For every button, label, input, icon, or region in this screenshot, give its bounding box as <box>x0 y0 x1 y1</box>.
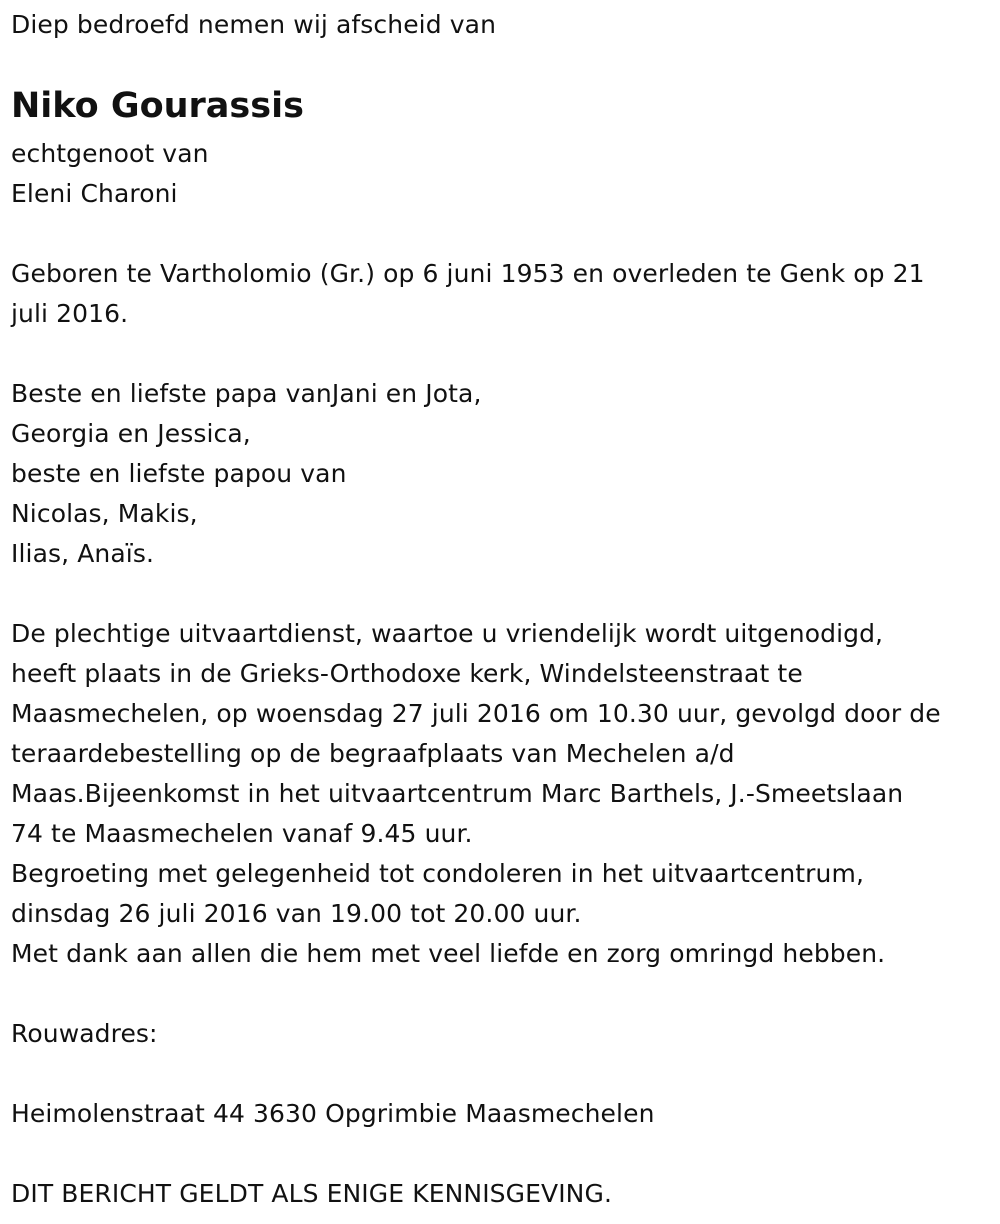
spouse-relation: echtgenoot van <box>11 139 209 168</box>
address-label: Rouwadres: <box>11 1019 158 1048</box>
family-block <box>11 374 482 574</box>
birth-death-block <box>11 254 925 334</box>
family-line: Georgia en Jessica, <box>11 419 251 448</box>
intro-text: Diep bedroefd nemen wij afscheid van <box>11 10 497 39</box>
service-line: De plechtige uitvaartdienst, waartoe u vriendelijk wordt uitgenodigd, <box>11 619 884 648</box>
family-line: Beste en liefste papa vanJani en Jota, <box>11 379 482 408</box>
address-text: Heimolenstraat 44 3630 Opgrimbie Maasmechelen <box>11 1099 655 1128</box>
family-line: beste en liefste papou van <box>11 459 347 488</box>
service-line: heeft plaats in de Grieks-Orthodoxe kerk, Windelsteenstraat te <box>11 659 803 688</box>
service-line: Met dank aan allen die hem met veel liefde en zorg omringd hebben. <box>11 939 886 968</box>
birth-death-line: juli 2016. <box>11 299 129 328</box>
service-line: Maas.Bijeenkomst in het uitvaartcentrum Marc Barthels, J.-Smeetslaan <box>11 779 904 808</box>
service-line: 74 te Maasmechelen vanaf 9.45 uur. <box>11 819 473 848</box>
service-line: teraardebestelling op de begraafplaats van Mechelen a/d <box>11 739 735 768</box>
service-line: dinsdag 26 juli 2016 van 19.00 tot 20.00 uur. <box>11 899 582 928</box>
spouse-name: Eleni Charoni <box>11 179 178 208</box>
family-line: Ilias, Anaïs. <box>11 539 154 568</box>
spouse-block <box>11 134 209 214</box>
service-line: Maasmechelen, op woensdag 27 juli 2016 om 10.30 uur, gevolgd door de <box>11 699 941 728</box>
family-line: Nicolas, Makis, <box>11 499 198 528</box>
birth-death-line: Geboren te Vartholomio (Gr.) op 6 juni 1953 en overleden te Genk op 21 <box>11 259 925 288</box>
service-block <box>11 614 941 974</box>
deceased-name: Niko Gourassis <box>11 86 304 126</box>
service-line: Begroeting met gelegenheid tot condoleren in het uitvaartcentrum, <box>11 859 864 888</box>
notice-text: DIT BERICHT GELDT ALS ENIGE KENNISGEVING. <box>11 1179 612 1208</box>
